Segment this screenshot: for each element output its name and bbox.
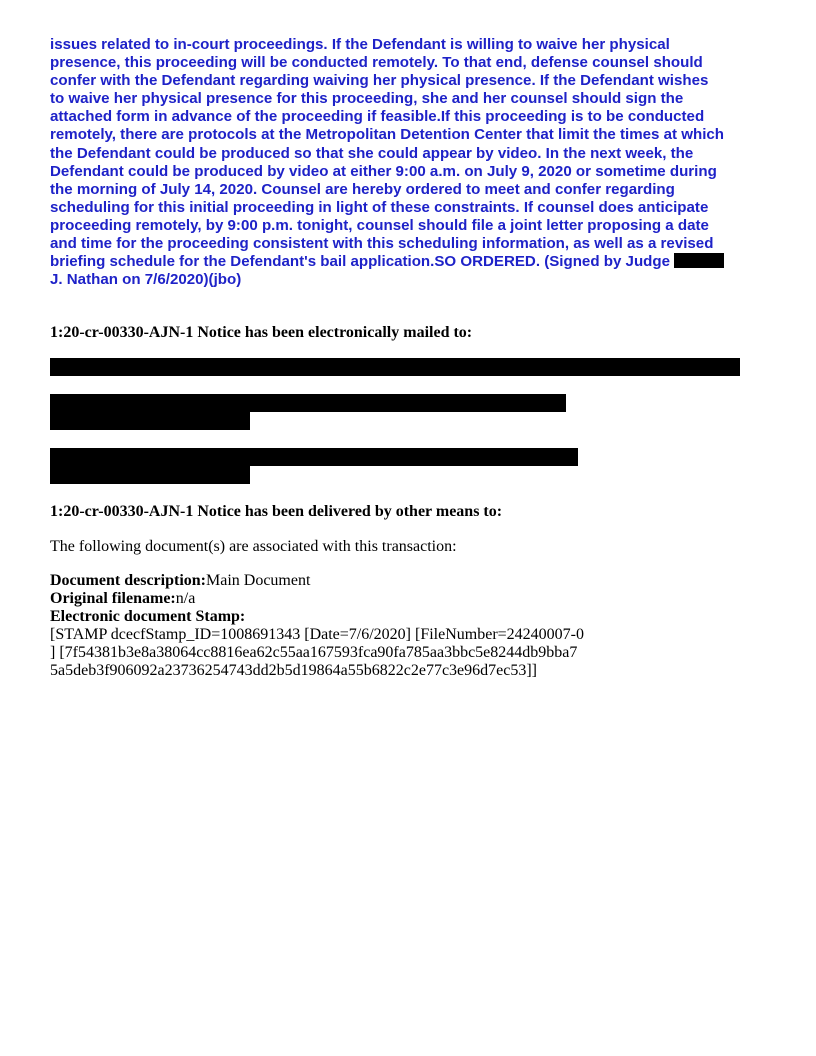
electronic-stamp-label: Electronic document Stamp: xyxy=(50,608,246,625)
associated-documents-text: The following document(s) are associated with this transaction: xyxy=(50,538,457,555)
order-text-end: J. Nathan on 7/6/2020)(jbo) xyxy=(50,271,242,289)
other-means-notice-heading: 1:20-cr-00330-AJN-1 Notice has been delivered by other means to: xyxy=(50,503,503,520)
redaction-email-line-1 xyxy=(50,358,740,376)
document-description-value: Main Document xyxy=(205,572,311,589)
emailed-notice-heading: 1:20-cr-00330-AJN-1 Notice has been electronically mailed to: xyxy=(50,324,473,341)
redaction-judge-name xyxy=(674,253,724,268)
redaction-email-line-2b xyxy=(50,412,250,430)
redaction-email-line-2a xyxy=(50,394,566,412)
original-filename-value: n/a xyxy=(175,590,196,607)
electronic-stamp-value: [STAMP dcecfStamp_ID=1008691343 [Date=7/6/2020] [FileNumber=24240007-0 ] [7f54381b3e8a38064cc8816ea62c55aa167593fca90fa785aa3bbc5e8244db9bba7 5a5deb3f906092a23736254743dd2b5d19864a55b6822c2e77c3e96d7ec53]] xyxy=(50,626,585,679)
document-description-row xyxy=(50,572,584,590)
original-filename-row xyxy=(50,590,584,608)
docket-page xyxy=(50,36,770,679)
order-text xyxy=(50,36,770,289)
electronic-stamp-row xyxy=(50,608,584,626)
order-text-main: issues related to in-court proceedings. If the Defendant is willing to waive her physical presence, this proceeding will be conducted remotely. To that end, defense counsel should confer with the Defendant regarding waiving her physical presence. If the Defendant wishes to waive her physical presence for this proceeding, she and her counsel should sign the attached form in advance of the proceeding if feasible.If this proceeding is to be conducted remotely, there are protocols at the Metropolitan Detention Center that limit the times at which the Defendant could be produced so that she could appear by video. In the next week, the Defendant could be produced by video at either 9:00 a.m. on July 9, 2020 or sometime during the morning of July 14, 2020. Counsel are hereby ordered to meet and confer regarding scheduling for this initial proceeding in light of these constraints. If counsel does anticipate proceeding remotely, by 9:00 p.m. tonight, counsel should file a joint letter proposing a date and time for the proceeding consistent with this scheduling information, as well as a revised briefing schedule for the Defendant's bail application.SO ORDERED. (Signed by Judge xyxy=(50,36,725,271)
document-description-label: Document description: xyxy=(50,572,206,589)
redaction-email-line-3b xyxy=(50,466,250,484)
document-metadata xyxy=(50,572,584,680)
redaction-email-line-3a xyxy=(50,448,578,466)
original-filename-label: Original filename: xyxy=(50,590,176,607)
